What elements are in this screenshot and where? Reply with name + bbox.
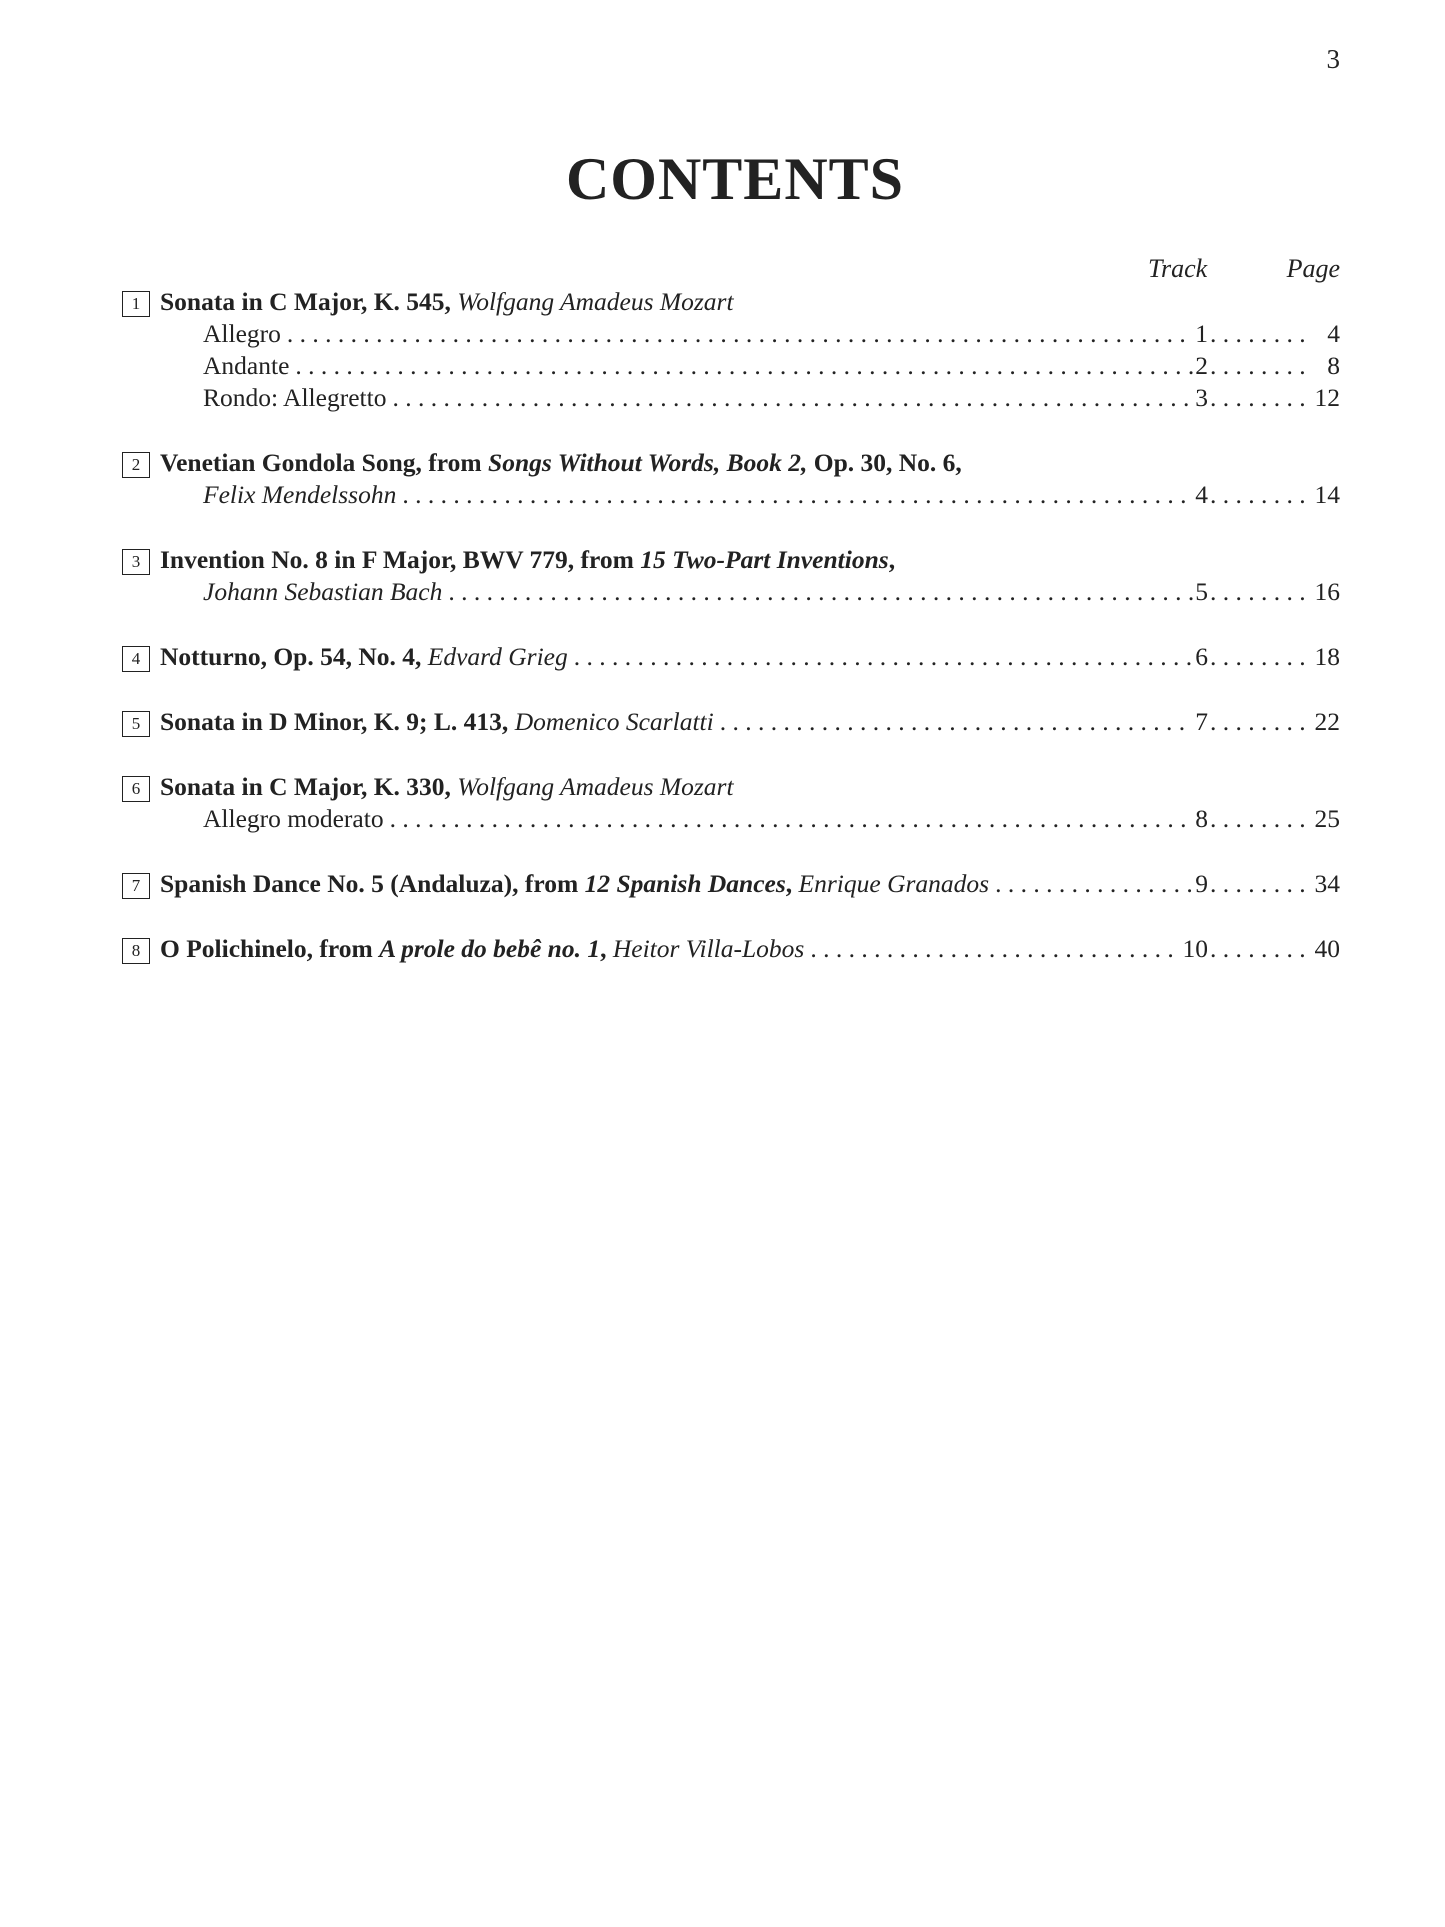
- page-reference: 18: [1314, 642, 1340, 671]
- track-number: 8: [1195, 804, 1208, 833]
- track-column-header: Track: [1148, 254, 1208, 283]
- toc-entry: [122, 544, 1340, 608]
- track-number-box: 8: [122, 938, 150, 964]
- entry-heading: [122, 771, 1340, 803]
- dot-leader: [1208, 641, 1310, 673]
- entry-title: [160, 933, 804, 965]
- entry-title: [160, 641, 568, 673]
- movement-line: [122, 803, 1340, 835]
- movement-line: [122, 350, 1340, 382]
- text-segment: Edvard Grieg: [427, 642, 568, 671]
- movement-label: [203, 576, 442, 608]
- track-number-box: 2: [122, 452, 150, 478]
- text-segment: Sonata in C Major, K. 545,: [160, 287, 458, 316]
- text-segment: Andante: [203, 351, 290, 380]
- toc-entry: [122, 286, 1340, 414]
- track-number: 3: [1195, 383, 1208, 412]
- text-segment: 15 Two-Part Inventions: [640, 545, 889, 574]
- movement-label: [203, 479, 396, 511]
- track-number-box: 3: [122, 549, 150, 575]
- dot-leader: [1208, 382, 1310, 414]
- entry-title: [160, 771, 734, 803]
- dot-leader: [442, 576, 1193, 608]
- text-segment: Sonata in C Major, K. 330,: [160, 772, 458, 801]
- page-column-header: Page: [1286, 254, 1340, 283]
- text-segment: ,: [785, 869, 799, 898]
- text-segment: 12 Spanish Dances: [584, 869, 786, 898]
- movement-line: [122, 576, 1340, 608]
- movement-label: [203, 803, 384, 835]
- track-number-box: 6: [122, 776, 150, 802]
- page-reference: 4: [1327, 319, 1340, 348]
- entry-heading: [122, 933, 1340, 965]
- text-segment: A prole do bebê no. 1: [379, 934, 601, 963]
- dot-leader: [1208, 706, 1310, 738]
- dot-leader: [1208, 479, 1310, 511]
- toc-entry: [122, 447, 1340, 511]
- entry-heading: [122, 286, 1340, 318]
- text-segment: Sonata in D Minor, K. 9; L. 413,: [160, 707, 515, 736]
- page-reference: 22: [1314, 707, 1340, 736]
- movement-label: [203, 350, 289, 382]
- toc-entry: [122, 868, 1340, 900]
- text-segment: ,: [600, 934, 613, 963]
- text-segment: Notturno, Op. 54, No. 4,: [160, 642, 428, 671]
- track-number: 5: [1195, 577, 1208, 606]
- entry-title: [160, 544, 895, 576]
- entry-heading: [122, 706, 1340, 738]
- track-number: 1: [1195, 319, 1208, 348]
- page-reference: 14: [1314, 480, 1340, 509]
- column-headers: [0, 254, 1445, 290]
- dot-leader: [386, 382, 1193, 414]
- dot-leader: [804, 933, 1180, 965]
- dot-leader: [1208, 803, 1310, 835]
- entry-title: [160, 868, 989, 900]
- dot-leader: [714, 706, 1194, 738]
- track-number: 9: [1195, 869, 1208, 898]
- text-segment: ,: [888, 545, 896, 574]
- page-reference: 12: [1314, 383, 1340, 412]
- dot-leader: [289, 350, 1193, 382]
- dot-leader: [281, 318, 1193, 350]
- track-number: 7: [1195, 707, 1208, 736]
- text-segment: Wolfgang Amadeus Mozart: [457, 772, 734, 801]
- movement-label: [203, 318, 281, 350]
- entry-heading: [122, 868, 1340, 900]
- track-number-box: 4: [122, 646, 150, 672]
- toc-entry: [122, 706, 1340, 738]
- movement-label: [203, 382, 386, 414]
- text-segment: Allegro moderato: [203, 804, 384, 833]
- entry-heading: [122, 641, 1340, 673]
- page-number: 3: [1326, 44, 1340, 74]
- page-reference: 40: [1314, 934, 1340, 963]
- page-reference: 8: [1327, 351, 1340, 380]
- text-segment: Songs Without Words, Book 2,: [488, 448, 808, 477]
- text-segment: Rondo: Allegretto: [203, 383, 387, 412]
- text-segment: O Polichinelo, from: [160, 934, 380, 963]
- dot-leader: [384, 803, 1194, 835]
- page-reference: 25: [1314, 804, 1340, 833]
- text-segment: Felix Mendelssohn: [203, 480, 397, 509]
- text-segment: Domenico Scarlatti: [514, 707, 714, 736]
- toc-entry: [122, 933, 1340, 965]
- dot-leader: [568, 641, 1193, 673]
- text-segment: Enrique Granados: [798, 869, 990, 898]
- entry-heading: [122, 544, 1340, 576]
- table-of-contents: [122, 286, 1340, 998]
- text-segment: Heitor Villa-Lobos: [612, 934, 805, 963]
- entry-title: [160, 447, 962, 479]
- track-number: 10: [1182, 934, 1208, 963]
- text-segment: Spanish Dance No. 5 (Andaluza), from: [160, 869, 585, 898]
- dot-leader: [989, 868, 1193, 900]
- dot-leader: [1208, 868, 1310, 900]
- track-number-box: 1: [122, 291, 150, 317]
- toc-entry: [122, 641, 1340, 673]
- track-number-box: 7: [122, 873, 150, 899]
- entry-heading: [122, 447, 1340, 479]
- movement-line: [122, 479, 1340, 511]
- dot-leader: [1208, 318, 1310, 350]
- track-number: 6: [1195, 642, 1208, 671]
- dot-leader: [1208, 350, 1310, 382]
- track-number-box: 5: [122, 711, 150, 737]
- dot-leader: [1208, 933, 1310, 965]
- entry-title: [160, 286, 734, 318]
- text-segment: Venetian Gondola Song, from: [160, 448, 489, 477]
- text-segment: Invention No. 8 in F Major, BWV 779, from: [160, 545, 641, 574]
- track-number: 4: [1195, 480, 1208, 509]
- text-segment: Johann Sebastian Bach: [203, 577, 443, 606]
- page-reference: 34: [1314, 869, 1340, 898]
- entry-title: [160, 706, 714, 738]
- page-title: CONTENTS: [565, 146, 905, 212]
- dot-leader: [1208, 576, 1310, 608]
- movement-line: [122, 318, 1340, 350]
- text-segment: Allegro: [203, 319, 281, 348]
- toc-entry: [122, 771, 1340, 835]
- page-reference: 16: [1314, 577, 1340, 606]
- dot-leader: [396, 479, 1193, 511]
- movement-line: [122, 382, 1340, 414]
- text-segment: Op. 30, No. 6,: [807, 448, 962, 477]
- text-segment: Wolfgang Amadeus Mozart: [457, 287, 734, 316]
- track-number: 2: [1195, 351, 1208, 380]
